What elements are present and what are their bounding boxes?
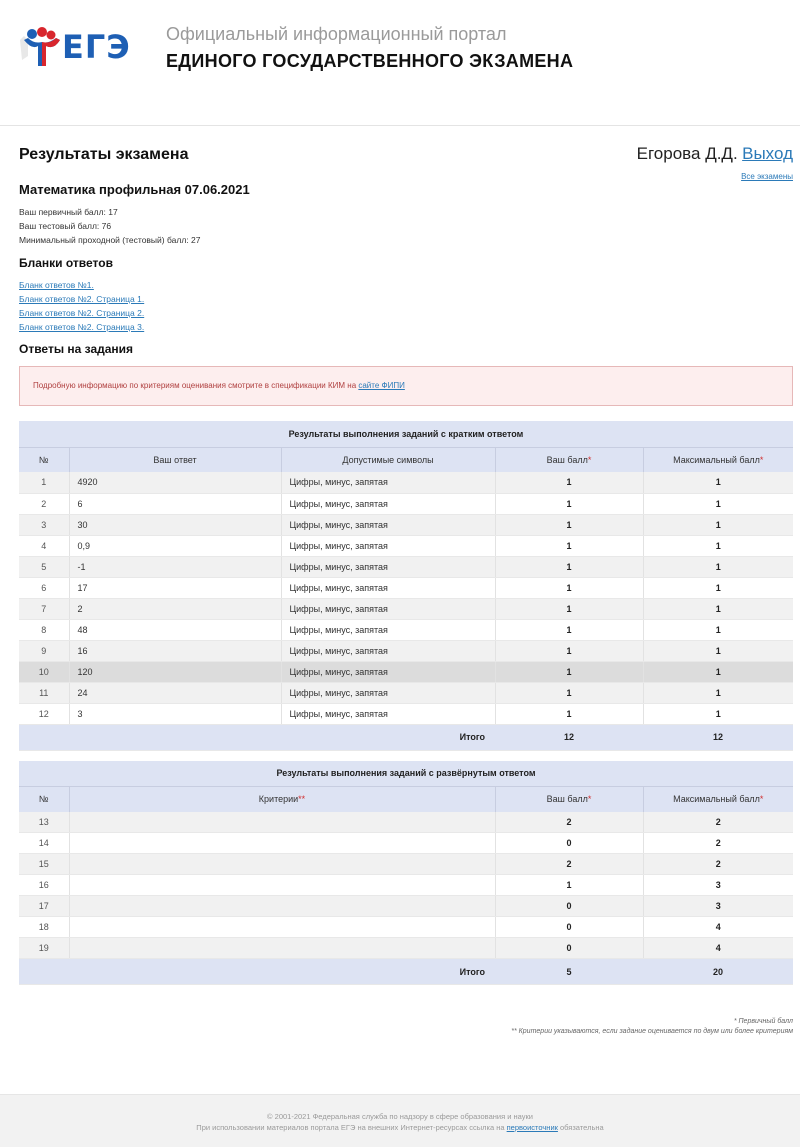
task-number: 8 (19, 619, 69, 640)
source-link[interactable]: первоисточник (506, 1123, 558, 1132)
total-label: Итого (19, 959, 495, 985)
table-row (19, 577, 793, 598)
site-footer (0, 1094, 800, 1147)
user-box (637, 144, 793, 181)
score-cell: 1 (495, 875, 643, 896)
max-score-cell: 1 (643, 535, 793, 556)
blank-links (19, 278, 793, 334)
logout-link[interactable]: Выход (742, 144, 793, 163)
short-total-row (19, 724, 793, 750)
footnote-criteria: ** Критерии указываются, если задание оценивается по двум или более критериям (511, 1028, 793, 1035)
exam-title: Математика профильная 07.06.2021 (19, 182, 250, 197)
table-row (19, 640, 793, 661)
max-score-cell: 4 (643, 917, 793, 938)
blank-link-1[interactable]: Бланк ответов №1. (19, 280, 94, 290)
col-score: Ваш балл* (495, 447, 643, 472)
symbols-cell: Цифры, минус, запятая (281, 703, 495, 724)
score-cell: 1 (495, 682, 643, 703)
task-number: 13 (19, 812, 69, 833)
symbols-cell: Цифры, минус, запятая (281, 514, 495, 535)
score-cell: 0 (495, 938, 643, 959)
symbols-cell: Цифры, минус, запятая (281, 619, 495, 640)
criteria-cell (69, 938, 495, 959)
max-score-cell: 3 (643, 875, 793, 896)
col-score: Ваш балл* (495, 787, 643, 812)
blank-link-2-page-3[interactable]: Бланк ответов №2. Страница 3. (19, 322, 145, 332)
answer-cell: 6 (69, 493, 281, 514)
site-header (0, 0, 800, 126)
max-score-cell: 1 (643, 514, 793, 535)
short-table-caption: Результаты выполнения заданий с кратким ответом (19, 421, 793, 447)
answer-cell: -1 (69, 556, 281, 577)
symbols-cell: Цифры, минус, запятая (281, 598, 495, 619)
criteria-alert (19, 366, 793, 406)
score-cell: 0 (495, 833, 643, 854)
score-cell: 1 (495, 703, 643, 724)
task-number: 12 (19, 703, 69, 724)
symbols-cell: Цифры, минус, запятая (281, 493, 495, 514)
col-max-score: Максимальный балл* (643, 447, 793, 472)
portal-subtitle: Официальный информационный портал (166, 24, 507, 44)
table-row (19, 938, 793, 959)
table-row (19, 917, 793, 938)
symbols-cell: Цифры, минус, запятая (281, 661, 495, 682)
task-number: 7 (19, 598, 69, 619)
table-row (19, 514, 793, 535)
score-cell: 2 (495, 854, 643, 875)
table-row (19, 661, 793, 682)
answer-cell: 0,9 (69, 535, 281, 556)
task-number: 5 (19, 556, 69, 577)
max-score-cell: 1 (643, 598, 793, 619)
max-score-cell: 1 (643, 577, 793, 598)
total-max: 20 (643, 959, 793, 985)
task-number: 6 (19, 577, 69, 598)
task-number: 17 (19, 896, 69, 917)
max-score-cell: 1 (643, 472, 793, 493)
max-score-cell: 1 (643, 703, 793, 724)
all-exams-link[interactable]: Все экзамены (741, 172, 793, 181)
task-number: 3 (19, 514, 69, 535)
people-logo-icon (18, 26, 62, 68)
col-number: № (19, 787, 69, 812)
symbols-cell: Цифры, минус, запятая (281, 682, 495, 703)
max-score-cell: 2 (643, 812, 793, 833)
short-answer-table (19, 421, 793, 751)
score-cell: 2 (495, 812, 643, 833)
table-row (19, 598, 793, 619)
max-score-cell: 4 (643, 938, 793, 959)
table-row (19, 556, 793, 577)
answer-cell: 2 (69, 598, 281, 619)
score-cell: 1 (495, 661, 643, 682)
table-row (19, 619, 793, 640)
max-score-cell: 1 (643, 493, 793, 514)
criteria-cell (69, 917, 495, 938)
task-number: 16 (19, 875, 69, 896)
score-cell: 1 (495, 640, 643, 661)
score-cell: 1 (495, 535, 643, 556)
score-cell: 1 (495, 556, 643, 577)
min-score: Минимальный проходной (тестовый) балл: 27 (19, 235, 201, 245)
blank-link-2-page-1[interactable]: Бланк ответов №2. Страница 1. (19, 294, 145, 304)
criteria-cell (69, 896, 495, 917)
task-number: 18 (19, 917, 69, 938)
answer-cell: 3 (69, 703, 281, 724)
symbols-cell: Цифры, минус, запятая (281, 640, 495, 661)
table-row (19, 703, 793, 724)
table-row (19, 535, 793, 556)
score-cell: 1 (495, 598, 643, 619)
max-score-cell: 1 (643, 619, 793, 640)
table-row (19, 896, 793, 917)
answer-cell: 16 (69, 640, 281, 661)
criteria-cell (69, 812, 495, 833)
long-total-row (19, 959, 793, 985)
total-score: 12 (495, 724, 643, 750)
table-row (19, 682, 793, 703)
logo-text: ЕГЭ (62, 28, 131, 66)
max-score-cell: 1 (643, 640, 793, 661)
alert-text: Подробную информацию по критериям оценивания смотрите в спецификации КИМ на (33, 381, 359, 390)
criteria-cell (69, 875, 495, 896)
col-symbols: Допустимые символы (281, 447, 495, 472)
usage-notice: При использовании материалов портала ЕГЭ на внешних Интернет-ресурсах ссылка на первоисточник обязательна (196, 1123, 604, 1132)
task-number: 9 (19, 640, 69, 661)
long-table-caption: Результаты выполнения заданий с развёрнутым ответом (19, 761, 793, 787)
score-cell: 0 (495, 917, 643, 938)
table-row (19, 875, 793, 896)
ege-logo[interactable] (18, 26, 136, 68)
table-row (19, 472, 793, 493)
table-row (19, 833, 793, 854)
main-content (19, 140, 793, 985)
col-max-score: Максимальный балл* (643, 787, 793, 812)
max-score-cell: 3 (643, 896, 793, 917)
task-number: 19 (19, 938, 69, 959)
task-number: 4 (19, 535, 69, 556)
total-label: Итого (19, 724, 495, 750)
blank-link-2-page-2[interactable]: Бланк ответов №2. Страница 2. (19, 308, 145, 318)
answer-cell: 4920 (69, 472, 281, 493)
answer-cell: 24 (69, 682, 281, 703)
primary-score: Ваш первичный балл: 17 (19, 207, 118, 217)
symbols-cell: Цифры, минус, запятая (281, 577, 495, 598)
answer-cell: 48 (69, 619, 281, 640)
symbols-cell: Цифры, минус, запятая (281, 472, 495, 493)
table-row (19, 812, 793, 833)
table-row (19, 854, 793, 875)
score-cell: 1 (495, 619, 643, 640)
symbols-cell: Цифры, минус, запятая (281, 556, 495, 577)
max-score-cell: 2 (643, 854, 793, 875)
page-title: Результаты экзамена (19, 146, 189, 163)
task-number: 1 (19, 472, 69, 493)
test-score: Ваш тестовый балл: 76 (19, 221, 112, 231)
task-number: 10 (19, 661, 69, 682)
score-cell: 0 (495, 896, 643, 917)
task-number: 2 (19, 493, 69, 514)
col-number: № (19, 447, 69, 472)
task-number: 14 (19, 833, 69, 854)
score-cell: 1 (495, 577, 643, 598)
col-criteria: Критерии** (69, 787, 495, 812)
criteria-cell (69, 833, 495, 854)
portal-title: ЕДИНОГО ГОСУДАРСТВЕННОГО ЭКЗАМЕНА (166, 51, 574, 71)
fipi-link[interactable]: сайте ФИПИ (358, 381, 405, 390)
blanks-heading: Бланки ответов (19, 256, 113, 270)
user-name: Егорова Д.Д. (636, 144, 738, 163)
max-score-cell: 1 (643, 556, 793, 577)
col-answer: Ваш ответ (69, 447, 281, 472)
score-summary (19, 205, 793, 247)
score-cell: 1 (495, 472, 643, 493)
total-score: 5 (495, 959, 643, 985)
max-score-cell: 2 (643, 833, 793, 854)
answer-cell: 120 (69, 661, 281, 682)
criteria-cell (69, 854, 495, 875)
score-cell: 1 (495, 514, 643, 535)
long-answer-table (19, 761, 793, 986)
symbols-cell: Цифры, минус, запятая (281, 535, 495, 556)
table-row (19, 493, 793, 514)
answer-cell: 17 (69, 577, 281, 598)
total-max: 12 (643, 724, 793, 750)
max-score-cell: 1 (643, 661, 793, 682)
task-number: 11 (19, 682, 69, 703)
footnotes (511, 1017, 793, 1037)
answer-cell: 30 (69, 514, 281, 535)
footnote-primary: * Первичный балл (733, 1018, 793, 1025)
copyright: © 2001-2021 Федеральная служба по надзору в сфере образования и науки (267, 1112, 533, 1121)
task-number: 15 (19, 854, 69, 875)
score-cell: 1 (495, 493, 643, 514)
answers-heading: Ответы на задания (19, 342, 134, 356)
max-score-cell: 1 (643, 682, 793, 703)
